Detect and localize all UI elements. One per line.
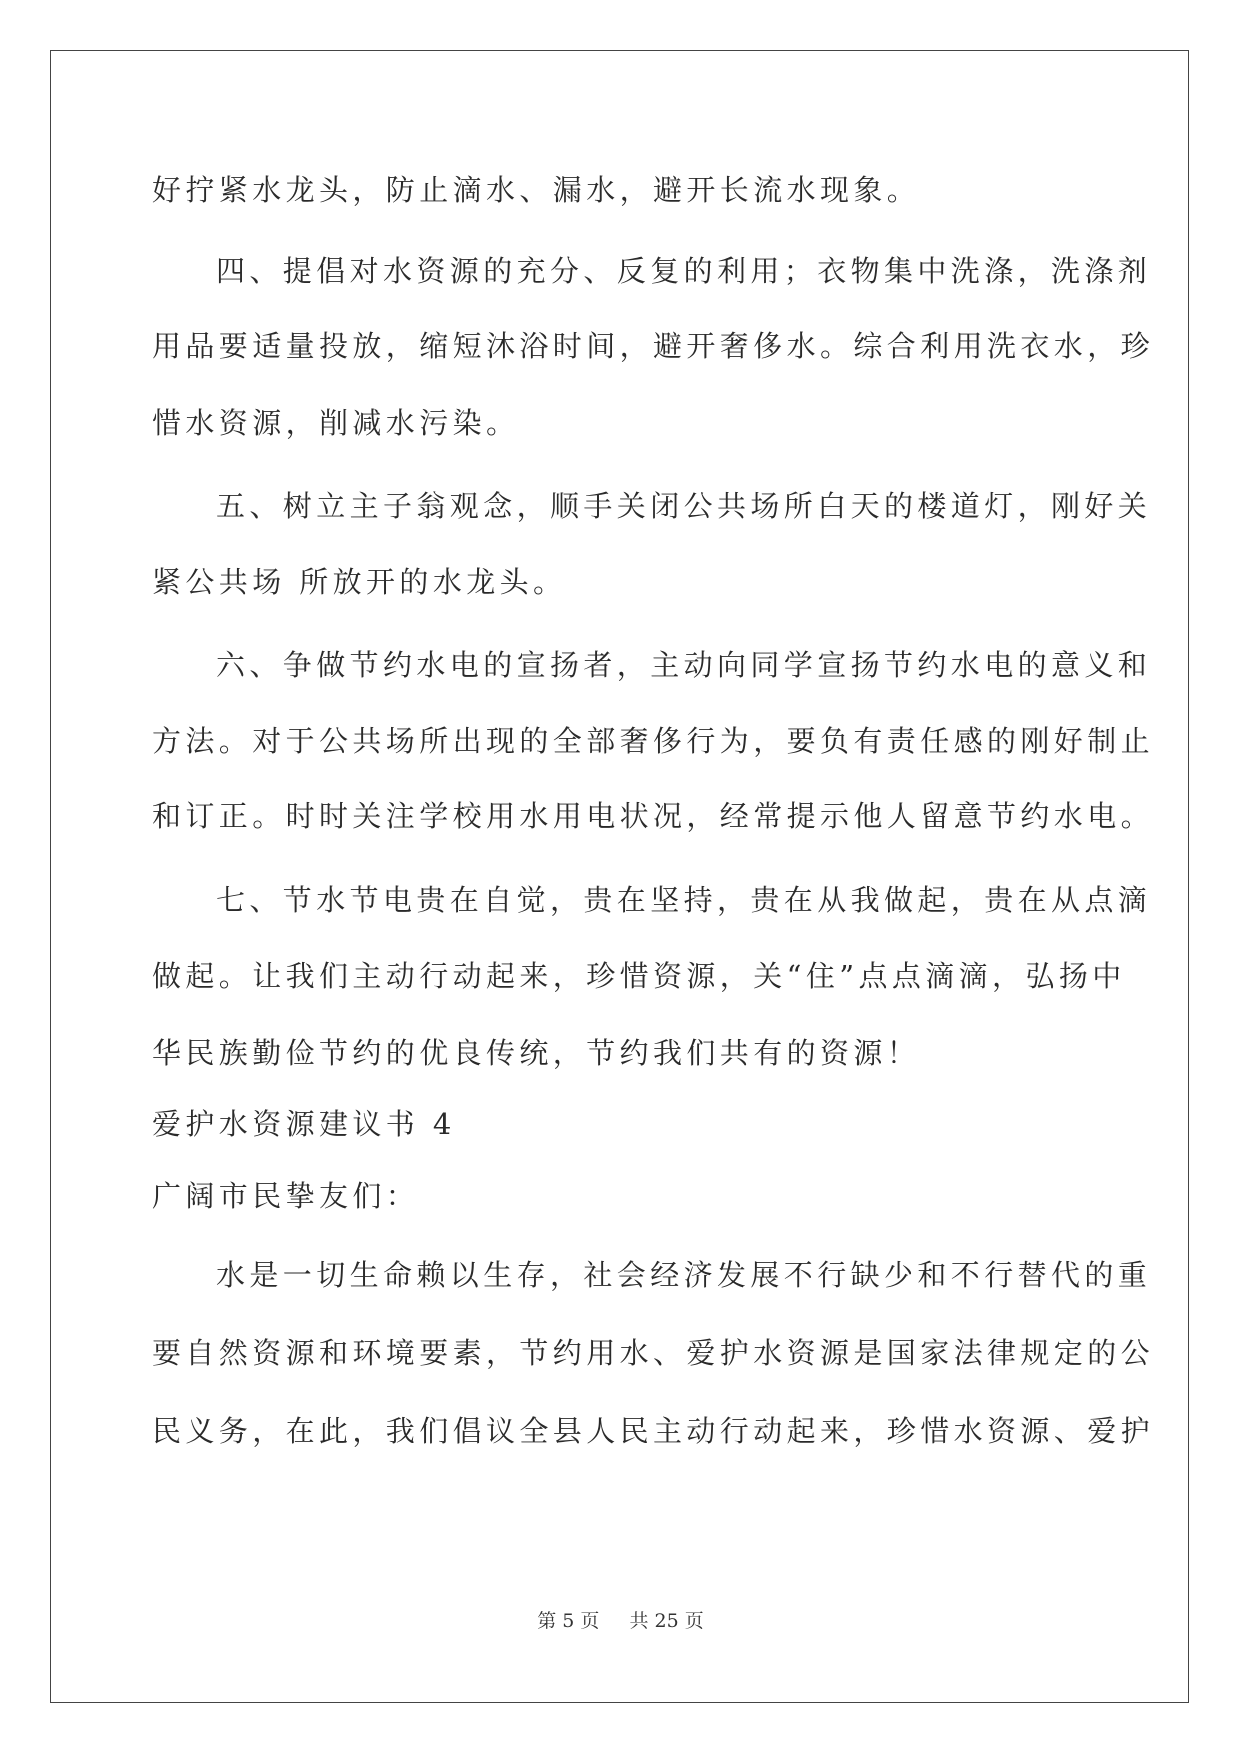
body-line: 民义务，在此，我们倡议全县人民主动行动起来，珍惜水资源、爱护 [152, 1414, 1155, 1448]
body-line: 要自然资源和环境要素，节约用水、爱护水资源是国家法律规定的公 [152, 1336, 1155, 1370]
page-footer [0, 1606, 1241, 1633]
paragraph-5-line: 五、树立主子翁观念，顺手关闭公共场所白天的楼道灯，刚好关 [216, 489, 1152, 523]
body-line: 做起。让我们主动行动起来，珍惜资源，关“住”点点滴滴，弘扬中 [152, 959, 1126, 993]
paragraph-7-line: 七、节水节电贵在自觉，贵在坚持，贵在从我做起，贵在从点滴 [216, 883, 1152, 917]
body-line: 华民族勤俭节约的优良传统，节约我们共有的资源！ [152, 1036, 921, 1070]
body-line: 方法。对于公共场所出现的全部奢侈行为，要负有责任感的刚好制止 [152, 724, 1155, 758]
paragraph-6-line: 六、争做节约水电的宣扬者，主动向同学宣扬节约水电的意义和 [216, 648, 1152, 682]
page-number: 第 5 页 [537, 1610, 600, 1632]
body-line: 用品要适量投放，缩短沐浴时间，避开奢侈水。综合利用洗衣水，珍 [152, 329, 1155, 363]
paragraph-4-line: 四、提倡对水资源的充分、反复的利用；衣物集中洗涤，洗涤剂 [216, 254, 1152, 288]
page-border [50, 50, 1189, 1703]
salutation: 广阔市民挚友们： [152, 1179, 420, 1213]
body-line: 和订正。时时关注学校用水用电状况，经常提示他人留意节约水电。 [152, 799, 1155, 833]
body-line: 紧公共场 所放开的水龙头。 [152, 565, 567, 599]
body-line: 惜水资源，削减水污染。 [152, 406, 520, 440]
section-heading: 爱护水资源建议书 4 [152, 1107, 456, 1141]
page-total: 共 25 页 [629, 1610, 704, 1632]
paragraph-line: 水是一切生命赖以生存，社会经济发展不行缺少和不行替代的重 [216, 1258, 1152, 1292]
body-line: 好拧紧水龙头，防止滴水、漏水，避开长流水现象。 [152, 173, 921, 207]
